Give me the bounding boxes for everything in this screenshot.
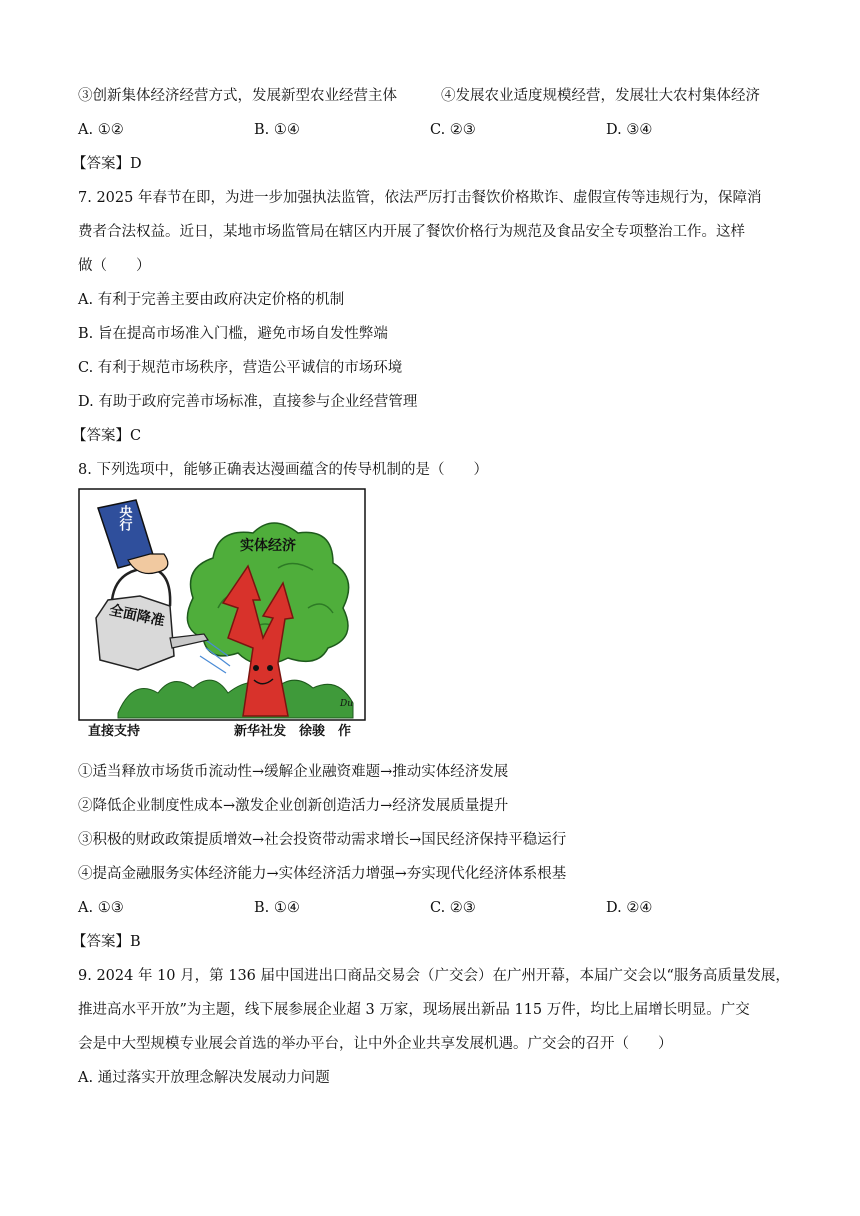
q8-option-a: A. ①③ — [78, 900, 124, 916]
q8-item-3: ③积极的财政政策提质增效→社会投资带动需求增长→国民经济保持平稳运行 — [78, 832, 567, 848]
q6-option-d: D. ③④ — [606, 122, 653, 138]
q7-stem-line-2: 费者合法权益。近日，某地市场监管局在辖区内开展了餐饮价格行为规范及食品安全专项整治工作。这样 — [78, 224, 745, 240]
cartoon-sleeve-label: 央行 — [116, 505, 132, 531]
q8-stem: 8. 下列选项中，能够正确表达漫画蕴含的传导机制的是（ ） — [78, 462, 488, 478]
q8-answer: 【答案】B — [72, 934, 141, 950]
q9-stem-line-3: 会是中大型规模专业展会首选的举办平台，让中外企业共享发展机遇。广交会的召开（ ） — [78, 1036, 673, 1052]
cartoon-caption-right: 新华社发 徐骏 作 — [234, 724, 352, 739]
q6-item-3: ③创新集体经济经营方式，发展新型农业经营主体 — [78, 88, 397, 104]
q9-option-a: A. 通过落实开放理念解决发展动力问题 — [78, 1070, 330, 1086]
cartoon-signature: Du — [340, 699, 354, 709]
q8-option-b: B. ①④ — [254, 900, 300, 916]
q7-answer: 【答案】C — [72, 428, 142, 444]
q9-stem-line-2: 推进高水平开放”为主题，线下展参展企业超 3 万家，现场展出新品 115 万件，均比上届增长明显。广交 — [78, 1002, 750, 1018]
q7-stem-line-3: 做（ ） — [78, 258, 151, 274]
q9-stem-line-1: 9. 2024 年 10 月，第 136 届中国进出口商品交易会（广交会）在广州开幕，本届广交会以“服务高质量发展， — [78, 968, 790, 984]
q6-option-b: B. ①④ — [254, 122, 300, 138]
q8-item-2: ②降低企业制度性成本→激发企业创新创造活力→经济发展质量提升 — [78, 798, 509, 814]
q7-option-a: A. 有利于完善主要由政府决定价格的机制 — [78, 292, 345, 308]
cartoon-caption-left: 直接支持 — [88, 724, 141, 739]
q8-option-c: C. ②③ — [430, 900, 476, 916]
q8-item-1: ①适当释放市场货币流动性→缓解企业融资难题→推动实体经济发展 — [78, 764, 509, 780]
q8-option-d: D. ②④ — [606, 900, 653, 916]
q7-option-b: B. 旨在提高市场准入门槛，避免市场自发性弊端 — [78, 326, 388, 342]
q7-option-c: C. 有利于规范市场秩序，营造公平诚信的市场环境 — [78, 360, 403, 376]
q8-item-4: ④提高金融服务实体经济能力→实体经济活力增强→夯实现代化经济体系根基 — [78, 866, 567, 882]
cartoon-tree-label: 实体经济 — [240, 538, 296, 554]
q6-answer: 【答案】D — [72, 156, 142, 172]
q6-option-a: A. ①② — [78, 122, 124, 138]
cartoon-can-label: 全面降准 — [107, 602, 166, 630]
q8-cartoon — [78, 488, 366, 741]
q7-option-d: D. 有助于政府完善市场标准，直接参与企业经营管理 — [78, 394, 418, 410]
q6-option-c: C. ②③ — [430, 122, 476, 138]
q7-stem-line-1: 7. 2025 年春节在即，为进一步加强执法监管，依法严厉打击餐饮价格欺诈、虚假宣传等违规行为，保障消 — [78, 190, 762, 206]
q6-item-4: ④发展农业适度规模经营，发展壮大农村集体经济 — [441, 88, 760, 104]
